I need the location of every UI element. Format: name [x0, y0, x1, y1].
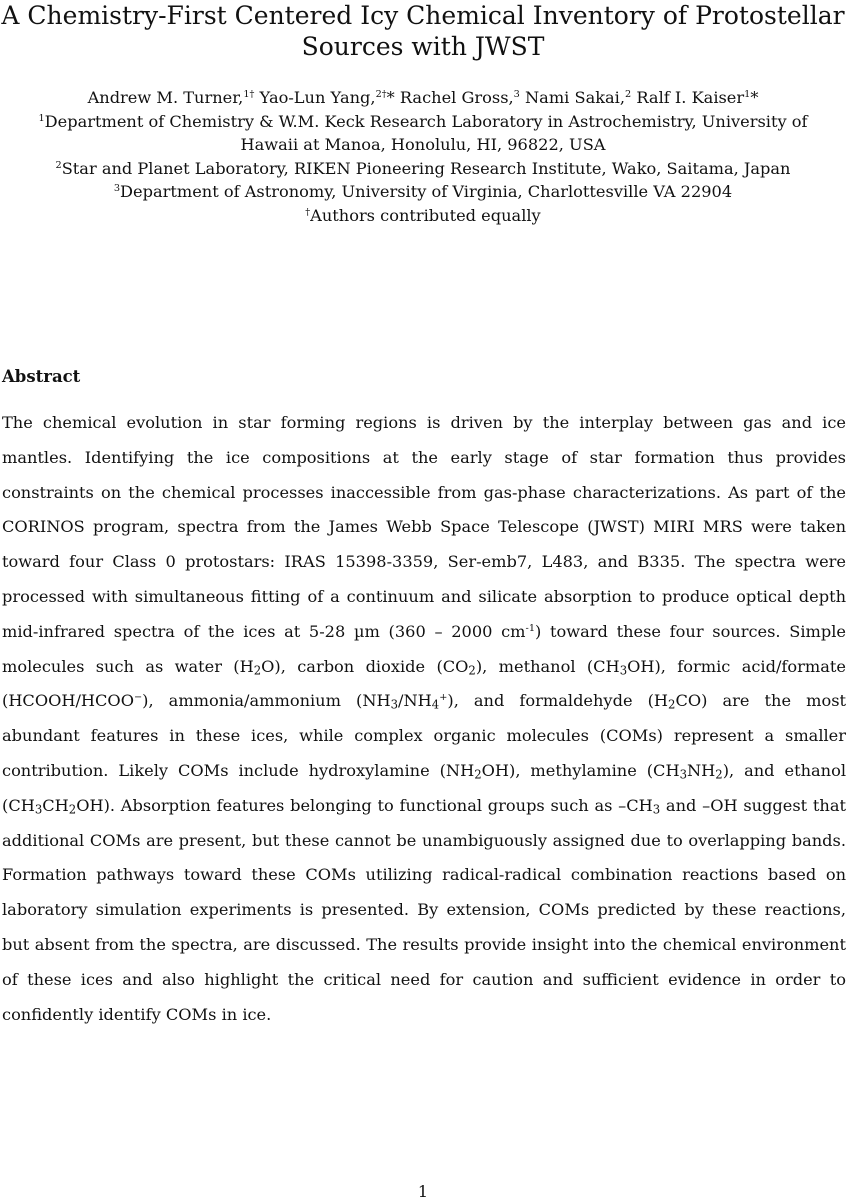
- author-affiliation-mark: 2: [625, 89, 632, 101]
- subscript: 4: [431, 697, 440, 712]
- subscript: 3: [619, 662, 628, 677]
- abstract-line: [2, 963, 846, 998]
- abstract-text: but absent from the spectra, are discussed. The results provide insight into the chemical environment: [2, 934, 846, 954]
- abstract-text: Formation pathways toward these COMs utilizing radical-radical combination reactions based on: [2, 865, 846, 885]
- abstract-text: (CH: [2, 795, 35, 815]
- abstract-text: of these ices and also highlight the critical need for caution and sufficient evidence in order to: [2, 969, 846, 989]
- abstract-text: additional COMs are present, but these cannot be unambiguously assigned due to overlapping bands.: [2, 830, 846, 850]
- abstract-text: toward four Class 0 protostars: IRAS 15398-3359, Ser-emb7, L483, and B335. The spectra were: [2, 552, 846, 572]
- corresponding-author-mark: *: [386, 88, 395, 107]
- abstract-text: ), and formaldehyde (H: [447, 691, 669, 711]
- abstract-line: [2, 441, 846, 476]
- equal-contribution-note: [0, 204, 846, 228]
- abstract-line: [2, 754, 846, 789]
- affiliation-text: Department of Chemistry & W.M. Keck Research Laboratory in Astrochemistry, University of: [44, 111, 808, 131]
- subscript: 3: [390, 697, 399, 712]
- author-affiliation-mark: 1†: [243, 89, 255, 101]
- abstract-text: CH: [42, 795, 69, 815]
- affiliation: [0, 110, 846, 134]
- subscript: 3: [652, 802, 661, 817]
- affiliation-mark: 1: [38, 112, 45, 124]
- author-name: Ralf I. Kaiser: [636, 88, 745, 107]
- subscript: 3: [679, 767, 687, 782]
- abstract-line: [2, 580, 846, 615]
- abstract-line: [2, 650, 846, 685]
- abstract-text: OH), methylamine (CH: [481, 760, 680, 780]
- affiliation-mark: †: [305, 206, 311, 218]
- paper-title-line: A Chemistry-First Centered Icy Chemical Inventory of Protostellar: [1, 1, 845, 30]
- abstract-text: CORINOS program, spectra from the James Webb Space Telescope (JWST) MIRI MRS were taken: [2, 517, 846, 537]
- subscript: 2: [68, 802, 77, 817]
- abstract-text: constraints on the chemical processes inaccessible from gas-phase characterizations. As part of the: [2, 482, 846, 502]
- abstract-text: contribution. Likely COMs include hydroxylamine (NH: [2, 760, 475, 780]
- subscript: 2: [468, 662, 476, 677]
- abstract-text: CO) are the most: [675, 691, 846, 711]
- abstract-text: mantles. Identifying the ice compositions at the early stage of star formation thus provides: [2, 447, 846, 467]
- affiliation-mark: 3: [113, 183, 121, 195]
- author-name: Rachel Gross,: [399, 88, 514, 107]
- superscript: −: [133, 692, 143, 704]
- abstract-line: [2, 510, 846, 545]
- affiliation-text: Authors contributed equally: [310, 205, 541, 225]
- abstract-line: [2, 998, 846, 1033]
- abstract-line: [2, 684, 846, 719]
- affiliation-continued: Hawaii at Manoa, Honolulu, HI, 96822, USA: [240, 135, 606, 154]
- abstract-text: ) toward these four sources. Simple: [535, 621, 846, 641]
- abstract-line: [2, 545, 846, 580]
- author-affiliation-mark: 2†: [375, 89, 387, 101]
- author-list: [0, 86, 846, 110]
- abstract-heading: Abstract: [2, 367, 81, 386]
- abstract-body: [2, 406, 846, 1032]
- abstract-text: and –OH suggest that: [660, 795, 846, 815]
- abstract-text: processed with simultaneous fitting of a continuum and silicate absorption to produce optical depth: [2, 586, 846, 606]
- abstract-text: The chemical evolution in star forming regions is driven by the interplay between gas and ice: [2, 413, 846, 432]
- abstract-text: NH: [687, 760, 716, 780]
- paper-title: [0, 0, 846, 62]
- subscript: 2: [253, 662, 262, 677]
- paper-title-line: Sources with JWST: [301, 32, 545, 61]
- affiliation: [0, 180, 846, 204]
- abstract-text: O), carbon dioxide (CO: [261, 656, 469, 676]
- subscript: 2: [474, 767, 482, 782]
- affiliation-text: Department of Astronomy, University of Virginia, Charlottesville VA 22904: [120, 182, 733, 201]
- abstract-line: [2, 615, 846, 650]
- superscript: -1: [525, 622, 536, 634]
- corresponding-author-mark: *: [750, 88, 759, 107]
- author-name: Andrew M. Turner,: [87, 88, 244, 107]
- abstract-text: ), ammonia/ammonium (NH: [142, 691, 391, 711]
- author-affiliation-mark: 3: [513, 89, 520, 101]
- abstract-line: [2, 858, 846, 893]
- subscript: 2: [715, 767, 723, 782]
- abstract-text: confidently identify COMs in ice.: [2, 1004, 272, 1024]
- author-name: Nami Sakai,: [525, 88, 626, 107]
- abstract-text: mid-infrared spectra of the ices at 5-28 µm (360 – 2000 cm: [2, 621, 526, 641]
- abstract-text: ), methanol (CH: [475, 656, 620, 676]
- abstract-line: [2, 476, 846, 511]
- abstract-text: (HCOOH/HCOO: [2, 691, 134, 711]
- abstract-line: [2, 928, 846, 963]
- abstract-text: OH), formic acid/formate: [627, 656, 846, 676]
- abstract-text: laboratory simulation experiments is presented. By extension, COMs predicted by these reactions,: [2, 900, 846, 920]
- subscript: 3: [34, 802, 43, 817]
- abstract-text: abundant features in these ices, while complex organic molecules (COMs) represent a smaller: [2, 726, 846, 746]
- affiliation-text: Star and Planet Laboratory, RIKEN Pioneering Research Institute, Wako, Saitama, Japan: [61, 158, 791, 178]
- author-block: [0, 86, 846, 227]
- abstract-text: OH). Absorption features belonging to functional groups such as –CH: [76, 795, 653, 815]
- abstract-line: [2, 824, 846, 859]
- affiliation-mark: 2: [55, 159, 62, 171]
- abstract-text: ), and ethanol: [722, 760, 846, 780]
- abstract-text: /NH: [398, 691, 432, 711]
- abstract-line: [2, 406, 846, 441]
- subscript: 2: [668, 697, 676, 712]
- abstract-line: [2, 719, 846, 754]
- author-affiliation-mark: 1: [744, 89, 751, 101]
- author-name: Yao-Lun Yang,: [259, 88, 376, 107]
- superscript: +: [439, 692, 448, 704]
- abstract-text: molecules such as water (H: [2, 656, 254, 676]
- affiliation: [0, 157, 846, 181]
- abstract-line: [2, 893, 846, 928]
- page-number: 1: [417, 1182, 429, 1201]
- abstract-line: [2, 789, 846, 824]
